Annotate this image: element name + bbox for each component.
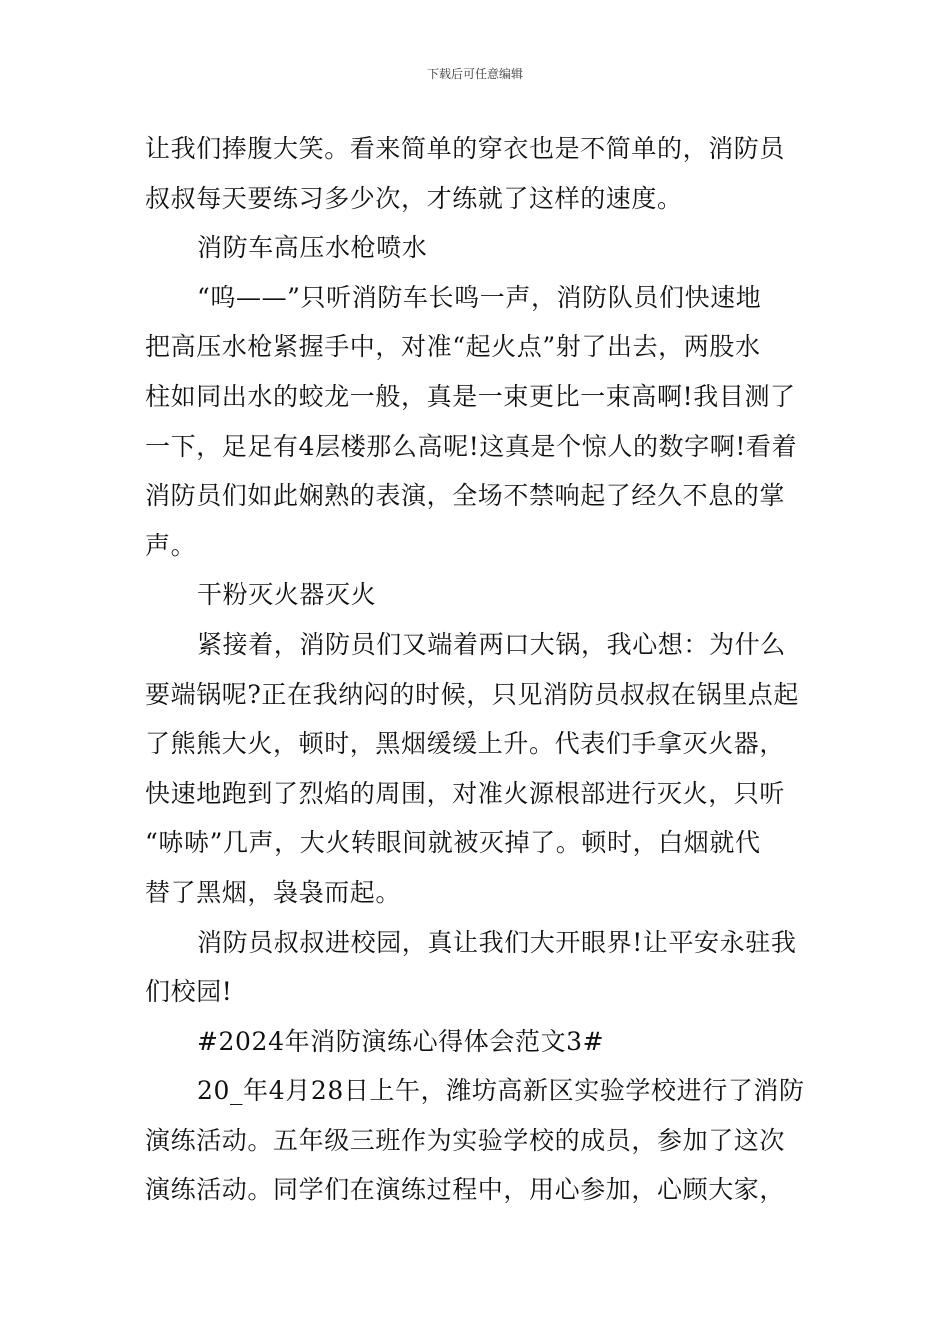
text-line: 消防员们如此娴熟的表演，全场不禁响起了经久不息的掌 <box>145 481 786 511</box>
text-line: “哧哧”几声，大火转眼间就被灭掉了。顿时，白烟就代 <box>145 828 761 858</box>
text-line: 柱如同出水的蛟龙一般，真是一束更比一束高啊!我目测了 <box>145 381 796 411</box>
text-line: 叔叔每天要练习多少次，才练就了这样的速度。 <box>145 183 683 213</box>
text-line: “呜——”只听消防车长鸣一声，消防队员们快速地 <box>197 282 762 312</box>
text-line: 要端锅呢?正在我纳闷的时候，只见消防员叔叔在锅里点起 <box>145 679 800 709</box>
section-heading: 消防车高压水枪喷水 <box>197 233 428 263</box>
document-body <box>145 124 810 1215</box>
text-line: 紧接着，消防员们又端着两口大锅，我心想：为什么 <box>197 629 786 659</box>
text-line: 快速地跑到了烈焰的周围，对准火源根部进行灭火，只听 <box>145 778 786 808</box>
text-line: 演练活动。同学们在演练过程中，用心参加，心顾大家， <box>145 1175 786 1205</box>
text-line: 了熊熊大火，顿时，黑烟缓缓上升。代表们手拿灭火器， <box>145 729 786 759</box>
section-heading: 干粉灭火器灭火 <box>197 580 377 610</box>
text-line: 替了黑烟，袅袅而起。 <box>145 877 402 907</box>
text-line: 一下，足足有4层楼那么高呢!这真是个惊人的数字啊!看着 <box>145 431 798 461</box>
text-line: 演练活动。五年级三班作为实验学校的成员，参加了这次 <box>145 1125 786 1155</box>
text-line: 声。 <box>145 530 197 560</box>
section-heading: #2024年消防演练心得体会范文3# <box>197 1026 605 1056</box>
text-line: 把高压水枪紧握手中，对准“起火点”射了出去，两股水 <box>145 332 761 362</box>
text-line: 消防员叔叔进校园，真让我们大开眼界!让平安永驻我 <box>197 927 797 957</box>
text-line: 们校园! <box>145 977 233 1007</box>
text-line: 20_年4月28日上午，潍坊高新区实验学校进行了消防 <box>197 1076 805 1106</box>
page-header-note: 下载后可任意编辑 <box>426 67 523 81</box>
text-line: 让我们捧腹大笑。看来简单的穿衣也是不简单的，消防员 <box>145 134 786 163</box>
